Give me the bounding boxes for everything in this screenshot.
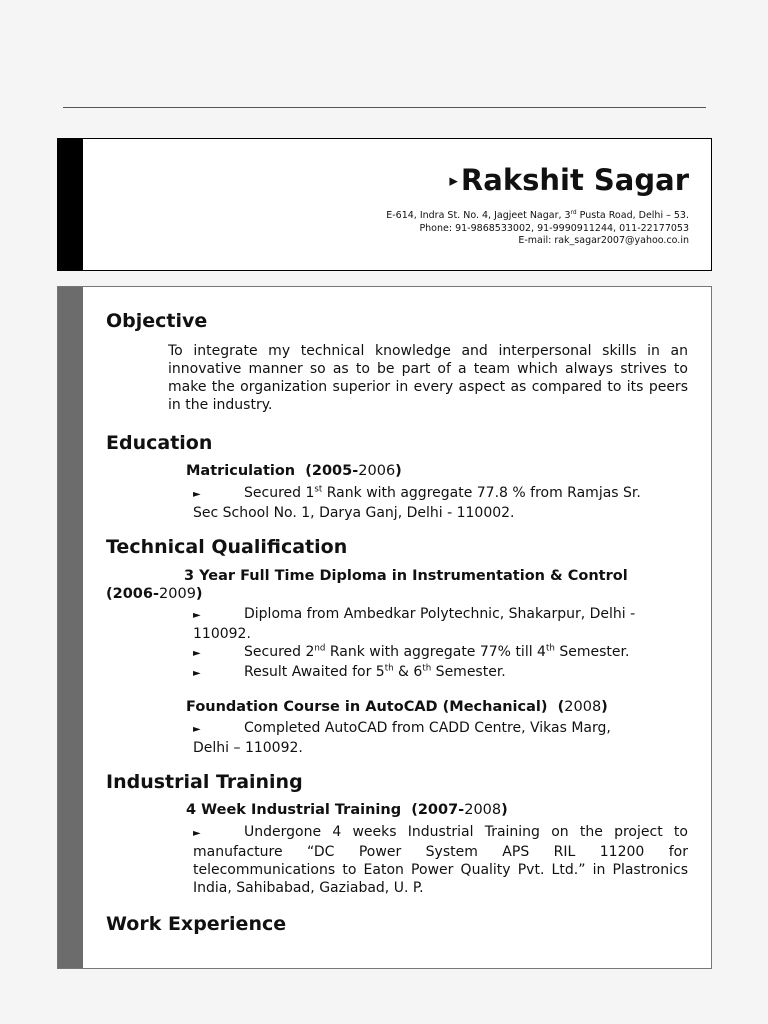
autocad-title: Foundation Course in AutoCAD (Mechanical) (2008) — [186, 699, 608, 715]
header-accent-bar — [58, 139, 83, 270]
industrial-title: 4 Week Industrial Training (2007-2008) — [186, 802, 508, 818]
objective-heading: Objective — [106, 310, 208, 332]
phone-line: Phone: 91-9868533002, 91-9990911244, 011-22177053 — [419, 222, 689, 234]
result-bullet: ► Result Awaited for 5th & 6th Semester. — [193, 663, 688, 683]
resume-header — [57, 138, 712, 271]
name-arrow-icon: ▸ — [449, 171, 458, 191]
bullet-icon: ► — [193, 724, 201, 735]
top-divider — [63, 107, 706, 108]
bullet-icon: ► — [193, 610, 201, 621]
industrial-heading: Industrial Training — [106, 771, 303, 793]
work-heading: Work Experience — [106, 913, 287, 935]
bullet-icon: ► — [193, 489, 201, 500]
body-accent-bar — [58, 287, 83, 968]
address-line: E-614, Indra St. No. 4, Jagjeet Nagar, 3rd Pusta Road, Delhi – 53. — [386, 209, 689, 221]
contact-block — [386, 210, 689, 248]
bullet-icon: ► — [193, 828, 201, 839]
email-line: E-mail: rak_sagar2007@yahoo.co.in — [518, 235, 689, 246]
candidate-name: ▸ Rakshit Sagar — [449, 163, 689, 197]
diploma-title: 3 Year Full Time Diploma in Instrumentation & Control — [184, 568, 628, 584]
bullet-icon: ► — [193, 648, 201, 659]
autocad-bullet: ► Completed AutoCAD from CADD Centre, Vikas Marg, Delhi – 110092. — [193, 720, 611, 756]
rank-bullet: ► Secured 2nd Rank with aggregate 77% till 4th Semester. — [193, 643, 688, 663]
objective-text: To integrate my technical knowledge and interpersonal skills in an innovative manner so as to be part of a team which always strives to make the organization superior in every aspect as compared to its peers in the industry. — [168, 343, 688, 413]
education-heading: Education — [106, 432, 213, 454]
technical-heading: Technical Qualification — [106, 536, 348, 558]
diploma-years: (2006-2009) — [106, 586, 203, 602]
resume-body — [57, 286, 712, 969]
industrial-bullet: ► Undergone 4 weeks Industrial Training on the project to manufacture “DC Power System APS RIL 11200 for telecommunications to Eaton Power Quality Pvt. Ltd.” in Plastronics India, Sahibabad, Gaziabad, U. P. — [193, 824, 688, 896]
bullet-icon: ► — [193, 668, 201, 679]
education-entry-title: Matriculation (2005-2006) — [186, 463, 402, 479]
diploma-bullet: ► Diploma from Ambedkar Polytechnic, Shakarpur, Delhi - 110092. — [193, 606, 636, 642]
education-bullet: ► Secured 1st Rank with aggregate 77.8 % from Ramjas Sr. Sec School No. 1, Darya Ganj, Delhi - 110002. — [193, 484, 641, 521]
